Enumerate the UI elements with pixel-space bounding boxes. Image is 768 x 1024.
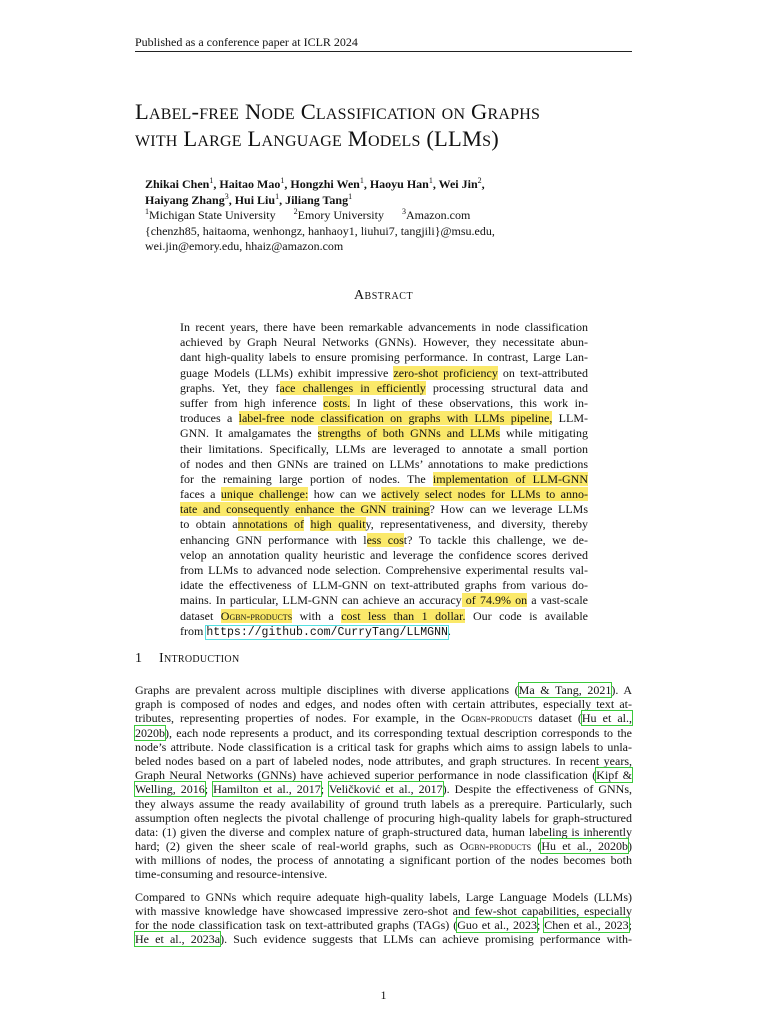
affil-mark: 3 — [401, 207, 406, 216]
body-line: 2020b), each node represents a product, and its corresponding textual description corresponds to the — [135, 725, 632, 740]
citation-link[interactable]: Welling, 2016 — [135, 782, 205, 797]
highlight: Ogbn-products — [220, 608, 293, 623]
abstract-line: graphs. Yet, they face challenges in efficiently processing structural data and — [180, 380, 589, 395]
author-affil-mark: 3 — [224, 191, 229, 201]
section-number: 1 — [135, 651, 142, 666]
highlight: nnotations of — [237, 517, 304, 532]
abstract-heading: Abstract — [353, 288, 414, 303]
body-line: graph is composed of nodes and edges, and nodes often with certain attributes, especially text at- — [135, 697, 632, 712]
body-line: Welling, 2016; Hamilton et al., 2017; Veličković et al., 2017). Despite the effectiveness of GNNs, — [135, 782, 633, 797]
affiliation: Emory University — [297, 208, 384, 222]
abstract-line: their limitations. Specifically, LLMs are leveraged to annotate a small portion — [180, 441, 588, 456]
author-name: Haitao Mao — [219, 177, 281, 191]
citation-link[interactable]: 2020b — [135, 725, 165, 740]
title-line-1: Label-free Node Classification on Graphs — [135, 99, 541, 124]
affiliations — [145, 208, 645, 224]
author-name: Hongzhi Wen — [290, 177, 360, 191]
citation-link[interactable]: He et al., 2023a — [135, 932, 221, 947]
abstract-line: to obtain annotations of high quality, representativeness, and diversity, thereby — [180, 517, 589, 532]
citation-link[interactable]: Kipf & — [596, 768, 632, 783]
author-affil-mark: 1 — [209, 176, 214, 185]
highlight: strengths of both GNNs and LLMs — [317, 426, 501, 441]
code-url-link[interactable]: https://github.com/CurryTang/LLMGNN — [206, 625, 448, 639]
citation-link[interactable]: Hu et al., — [581, 711, 632, 726]
body-line: assumption often neglects the pivotal challenge of procuring high-quality labels for graph-structured — [135, 810, 632, 825]
abstract-line: In recent years, there have been remarkable advancements in node classification — [180, 320, 588, 334]
dataset-name: Ogbn-products — [461, 711, 533, 726]
citation-link[interactable]: Hamilton et al., 2017 — [213, 782, 321, 797]
title-line-2: with Large Language Models (LLMs) — [135, 126, 499, 151]
highlight: tate and consequently enhance the GNN training — [180, 502, 430, 517]
citation-link[interactable]: Guo et al., 2023 — [457, 918, 537, 932]
body-line: for the node classification task on text-attributed graphs (TAGs) (Guo et al., 2023; Chen et al., 2023; — [135, 918, 632, 932]
abstract-line: mains. In particular, LLM-GNN can achieve an accuracy of 74.9% on a vast-scale — [180, 593, 588, 608]
body-line: Graphs are prevalent across multiple disciplines with diverse applications (Ma & Tang, 2021). A — [135, 683, 633, 697]
email-line-1: {chenzh85, haitaoma, wenhongz, hanhaoy1, liuhui7, tangjili}@msu.edu, — [145, 223, 495, 238]
author-affil-mark: 1 — [428, 176, 433, 185]
author-name: Haiyang Zhang — [145, 192, 225, 207]
abstract-line: for the remaining large portion of nodes. The implementation of LLM-GNN — [180, 471, 588, 486]
author-name: Haoyu Han — [369, 177, 429, 191]
abstract-line: velop an annotation quality heuristic and leverage the confidence scores derived — [180, 547, 588, 562]
highlight: implementation of LLM-GNN — [432, 471, 588, 486]
dataset-name: Ogbn-products — [459, 839, 532, 854]
highlight: cost less than 1 dollar. — [341, 608, 466, 623]
highlight: unique challenge: — [220, 487, 309, 502]
body-line: tributes, representing properties of nodes. For example, in the Ogbn-products dataset (Hu et al., — [135, 711, 632, 726]
abstract-line: dataset Ogbn-products with a cost less than 1 dollar. Our code is available — [180, 608, 588, 623]
author-block — [145, 177, 645, 255]
header-rule — [135, 51, 632, 52]
author-line-1: Zhikai Chen$^1$, Haitao Mao$^1$, Hongzhi Wen$^1$, Haoyu Han$^1$, Wei Jin$^2$, — [145, 176, 485, 191]
body-line: hard; (2) given the sheer scale of real-world graphs, such as Ogbn-products (Hu et al., 2020b) — [135, 839, 632, 854]
abstract-line: tate and consequently enhance the GNN training? How can we leverage LLMs — [180, 502, 589, 517]
abstract-body — [180, 320, 588, 639]
abstract-line: from LLMs to advanced node selection. Comprehensive experimental results val- — [180, 563, 588, 577]
citation-link[interactable]: Ma & Tang, 2021 — [518, 683, 612, 697]
abstract-line: of nodes and then GNNs are trained on LLMs’ annotations to make predictions — [180, 456, 588, 471]
author-affil-mark: 1 — [280, 176, 285, 185]
author-affil-mark: 1 — [348, 191, 353, 201]
affil-mark: 2 — [293, 207, 298, 216]
introduction-body — [135, 683, 632, 946]
body-line: data: (1) given the diverse and complex nature of graph-structured data, human labeling is inherently — [135, 824, 632, 839]
abstract-line: achieved by Graph Neural Networks (GNNs). However, they necessitate abun- — [180, 335, 588, 350]
highlight: ace challenges in efficiently — [279, 380, 426, 395]
author-name: Zhikai Chen — [145, 177, 210, 191]
abstract-line: from https://github.com/CurryTang/LLMGNN. — [180, 623, 451, 639]
abstract-line: enhancing GNN performance with less cost? To tackle this challenge, we de- — [180, 532, 588, 547]
affiliation: Michigan State University — [149, 208, 276, 222]
paragraph-gap — [135, 882, 632, 890]
highlight: ess cos — [366, 532, 404, 547]
body-line: time-consuming and resource-intensive. — [135, 867, 328, 882]
body-line: Graph Neural Networks (GNNs) have achieved superior performance in node classification (Kipf & — [135, 768, 632, 783]
email-line-2: wei.jin@emory.edu, hhaiz@amazon.com — [145, 239, 344, 253]
body-line: with massive knowledge have showcased impressive zero-shot and few-shot capabilities, especially — [135, 903, 632, 918]
highlight: costs. — [323, 395, 351, 410]
body-line: beled nodes based on a part of labeled nodes, node attributes, and graph structures. In recent years, — [135, 753, 632, 768]
section-title: Introduction — [159, 651, 240, 666]
section-heading-introduction — [135, 651, 239, 667]
paper-title — [135, 98, 655, 152]
author-name: Jiliang Tang — [285, 192, 349, 207]
abstract-line: guage Models (LLMs) exhibit impressive zero-shot proficiency on text-attributed — [180, 365, 588, 380]
author-line-2: Haiyang Zhang$^3$, Hui Liu$^1$, Jiliang Tang$^1$ — [145, 191, 353, 207]
author-name: Hui Liu — [234, 192, 276, 207]
highlight: actively select nodes for LLMs to anno- — [381, 487, 589, 502]
author-affil-mark: 1 — [359, 176, 364, 185]
citation-link[interactable]: Hu et al., 2020b — [541, 839, 628, 854]
abstract-line: GNN. It amalgamates the strengths of both GNNs and LLMs while mitigating — [180, 426, 589, 441]
highlight: high qualit — [310, 517, 366, 532]
body-line: He et al., 2023a). Such evidence suggests that LLMs can achieve promising performance with- — [135, 932, 633, 947]
affiliation: Amazon.com — [405, 208, 471, 222]
author-affil-mark: 2 — [477, 176, 482, 185]
highlight: label-free node classification on graphs with LLMs pipeline, — [238, 411, 553, 426]
author-affil-mark: 1 — [275, 191, 280, 201]
body-line: node’s attribute. Node classification is a critical task for graphs which aims to assign labels to unla- — [135, 739, 632, 754]
abstract-line: troduces a label-free node classification on graphs with LLMs pipeline, LLM- — [180, 411, 589, 426]
affil-mark: 1 — [145, 207, 149, 216]
abstract-line: suffer from high inference costs. In light of these observations, this work in- — [180, 395, 589, 410]
body-line: they always assume the ready availability of ground truth labels as a prerequire. Particularly, such — [135, 796, 632, 811]
highlight: of 74.9% on — [461, 593, 528, 608]
abstract-line: faces a unique challenge: how can we actively select nodes for LLMs to anno- — [180, 487, 589, 502]
citation-link[interactable]: Veličković et al., 2017 — [328, 782, 443, 797]
abstract-line: idate the effectiveness of LLM-GNN on text-attributed graphs from various do- — [180, 578, 588, 593]
author-name: Wei Jin — [438, 177, 478, 191]
running-header: Published as a conference paper at ICLR 2024 — [135, 35, 358, 49]
highlight: zero-shot proficiency — [393, 365, 498, 380]
body-line: with millions of nodes, the process of annotating a significant portion of the nodes becomes both — [135, 853, 632, 868]
citation-link[interactable]: Chen et al., 2023 — [544, 918, 629, 932]
abstract-line: dant high-quality labels to ensure promising performance. In contrast, Large Lan- — [180, 350, 588, 365]
body-line: Compared to GNNs which require adequate high-quality labels, Large Language Models (LLMs) — [135, 889, 632, 904]
page-number: 1 — [380, 988, 387, 1002]
